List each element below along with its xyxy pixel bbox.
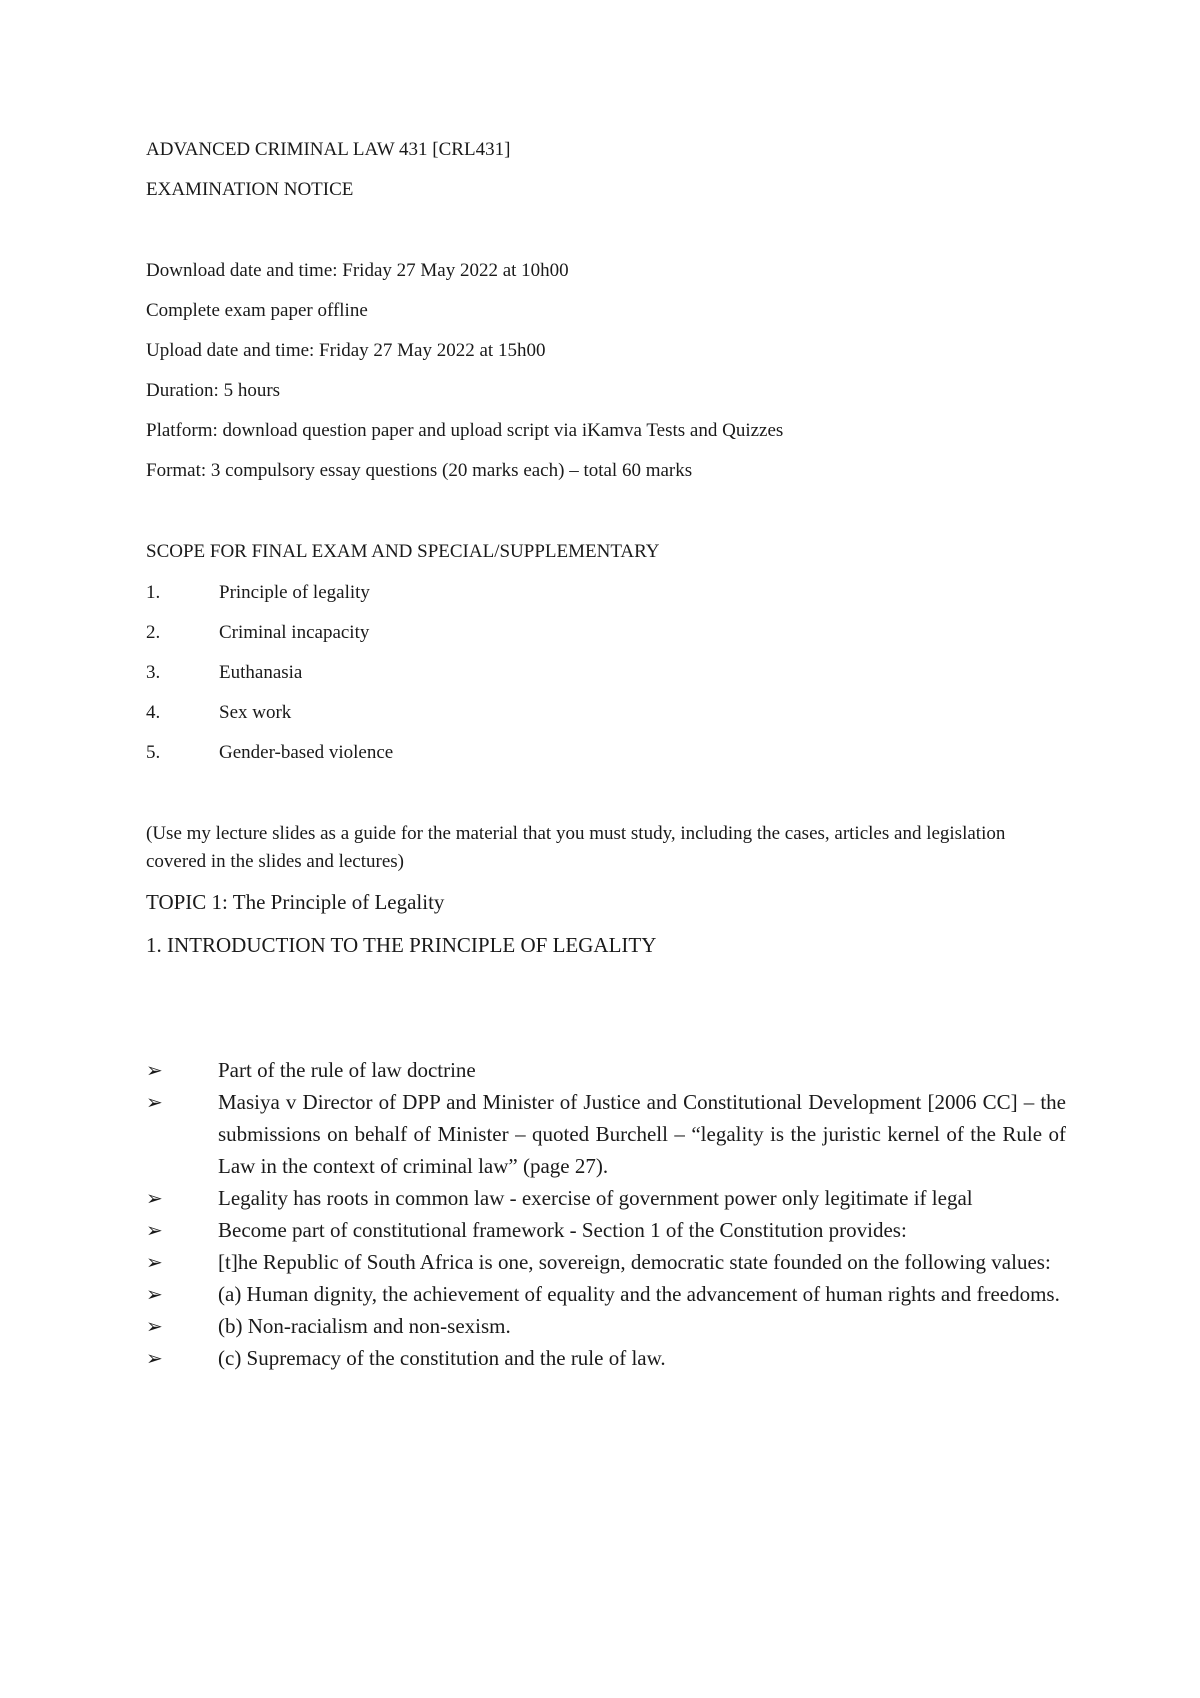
arrow-bullet-icon: ➢: [146, 1346, 163, 1370]
scope-item: [146, 701, 291, 725]
bullet-item: [146, 1214, 1066, 1246]
detail-download: Download date and time: Friday 27 May 2022 at 10h00: [146, 260, 569, 281]
arrow-bullet-icon: ➢: [146, 1250, 163, 1274]
scope-item: [146, 581, 370, 605]
scope-heading: SCOPE FOR FINAL EXAM AND SPECIAL/SUPPLEMENTARY: [146, 541, 660, 562]
bullet-item: [146, 1246, 1066, 1278]
bullet-item: [146, 1086, 1066, 1182]
bullet-item: [146, 1054, 1066, 1086]
detail-platform: Platform: download question paper and upload script via iKamva Tests and Quizzes: [146, 420, 784, 441]
bullet-text: Masiya v Director of DPP and Minister of Justice and Constitutional Development [2006 CC] – the submissions on behalf of Minister – quoted Burchell – “legality is the juristic kernel of the Rule of Law in the context of criminal law” (page 27).: [218, 1090, 1066, 1178]
notice-title: EXAMINATION NOTICE: [146, 179, 354, 200]
scope-item: [146, 741, 393, 765]
bullet-text: Become part of constitutional framework - Section 1 of the Constitution provides:: [218, 1218, 907, 1242]
arrow-bullet-icon: ➢: [146, 1090, 163, 1114]
bullet-item: [146, 1278, 1066, 1310]
scope-item: [146, 621, 369, 645]
scope-item: [146, 661, 302, 685]
bullet-text: (c) Supremacy of the constitution and the rule of law.: [218, 1346, 666, 1370]
scope-item-number: 1.: [146, 582, 161, 603]
bullet-text: (a) Human dignity, the achievement of equality and the advancement of human rights and freedoms.: [218, 1282, 1060, 1306]
bullet-item: [146, 1310, 1066, 1342]
arrow-bullet-icon: ➢: [146, 1218, 163, 1242]
scope-item-number: 4.: [146, 702, 161, 723]
scope-item-label: Gender-based violence: [219, 742, 394, 763]
arrow-bullet-icon: ➢: [146, 1058, 163, 1082]
topic-title: TOPIC 1: The Principle of Legality: [146, 890, 445, 914]
bullet-text: [t]he Republic of South Africa is one, sovereign, democratic state founded on the following values:: [218, 1250, 1051, 1274]
detail-format: Format: 3 compulsory essay questions (20 marks each) – total 60 marks: [146, 460, 693, 481]
study-note: (Use my lecture slides as a guide for the material that you must study, including the cases, articles and legislation covered in the slides and lectures): [146, 823, 1006, 872]
bullet-item: [146, 1342, 1066, 1374]
arrow-bullet-icon: ➢: [146, 1186, 163, 1210]
bullet-text: Legality has roots in common law - exercise of government power only legitimate if legal: [218, 1186, 973, 1210]
scope-item-label: Euthanasia: [219, 662, 303, 683]
arrow-bullet-icon: ➢: [146, 1282, 163, 1306]
arrow-bullet-icon: ➢: [146, 1314, 163, 1338]
scope-item-number: 2.: [146, 622, 161, 643]
course-title: ADVANCED CRIMINAL LAW 431 [CRL431]: [146, 139, 511, 160]
bullet-text: (b) Non-racialism and non-sexism.: [218, 1314, 511, 1338]
legality-bullet-list: [146, 1054, 1066, 1374]
detail-upload: Upload date and time: Friday 27 May 2022 at 15h00: [146, 340, 546, 361]
detail-duration: Duration: 5 hours: [146, 380, 281, 401]
scope-item-label: Criminal incapacity: [219, 622, 370, 643]
bullet-text: Part of the rule of law doctrine: [218, 1058, 476, 1082]
section-heading: 1. INTRODUCTION TO THE PRINCIPLE OF LEGALITY: [146, 933, 657, 957]
scope-item-number: 3.: [146, 662, 161, 683]
scope-item-label: Sex work: [219, 702, 292, 723]
detail-offline: Complete exam paper offline: [146, 300, 368, 321]
bullet-item: [146, 1182, 1066, 1214]
scope-item-number: 5.: [146, 742, 161, 763]
scope-item-label: Principle of legality: [219, 582, 370, 603]
